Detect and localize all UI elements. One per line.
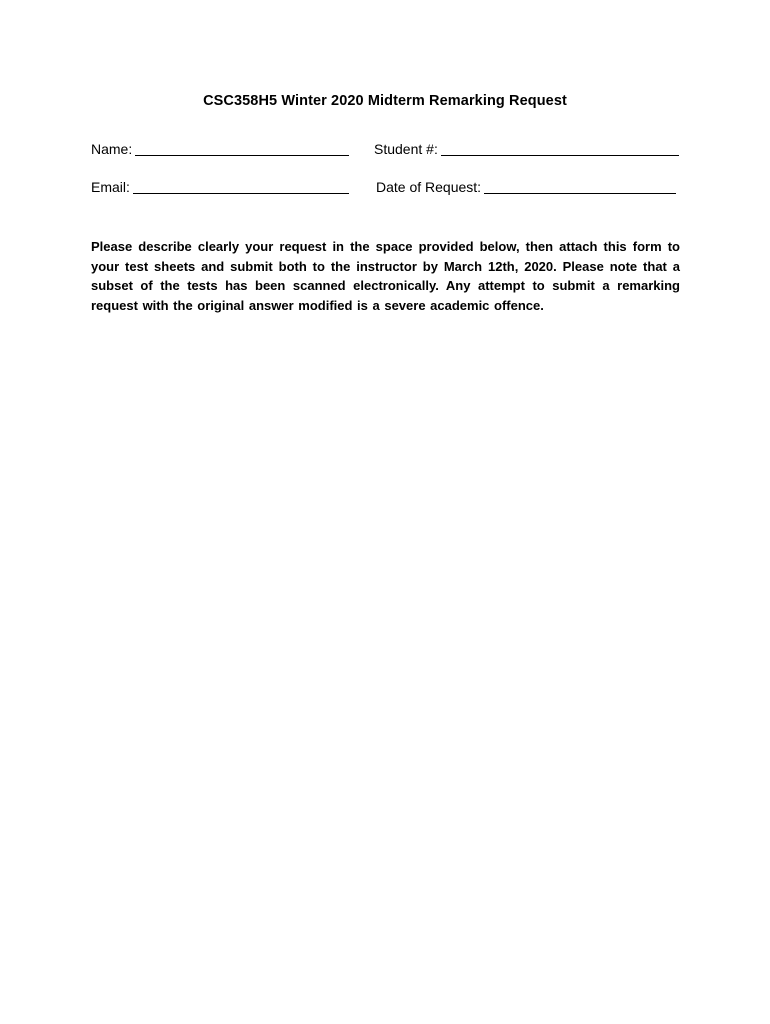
instructions-paragraph: Please describe clearly your request in the space provided below, then attach this form to your test sheets and submit both to the instructor by March 12th, 2020. Please note that a subset of the tests has been scanned electronically. Any attempt to submit a remarking request with the original answer modified is a severe academic offence. (91, 239, 680, 313)
page-title: CSC358H5 Winter 2020 Midterm Remarking Request (203, 93, 567, 109)
student-number-label: Student #: (374, 141, 438, 157)
student-number-field (374, 141, 679, 157)
name-field (91, 141, 349, 157)
student-number-blank-line[interactable] (441, 143, 679, 156)
date-of-request-blank-line[interactable] (484, 181, 676, 194)
email-blank-line[interactable] (133, 181, 349, 194)
email-label: Email: (91, 179, 130, 195)
email-field (91, 179, 349, 195)
name-blank-line[interactable] (135, 143, 349, 156)
date-of-request-label: Date of Request: (376, 179, 482, 195)
date-of-request-field (376, 179, 676, 195)
name-label: Name: (91, 141, 133, 157)
